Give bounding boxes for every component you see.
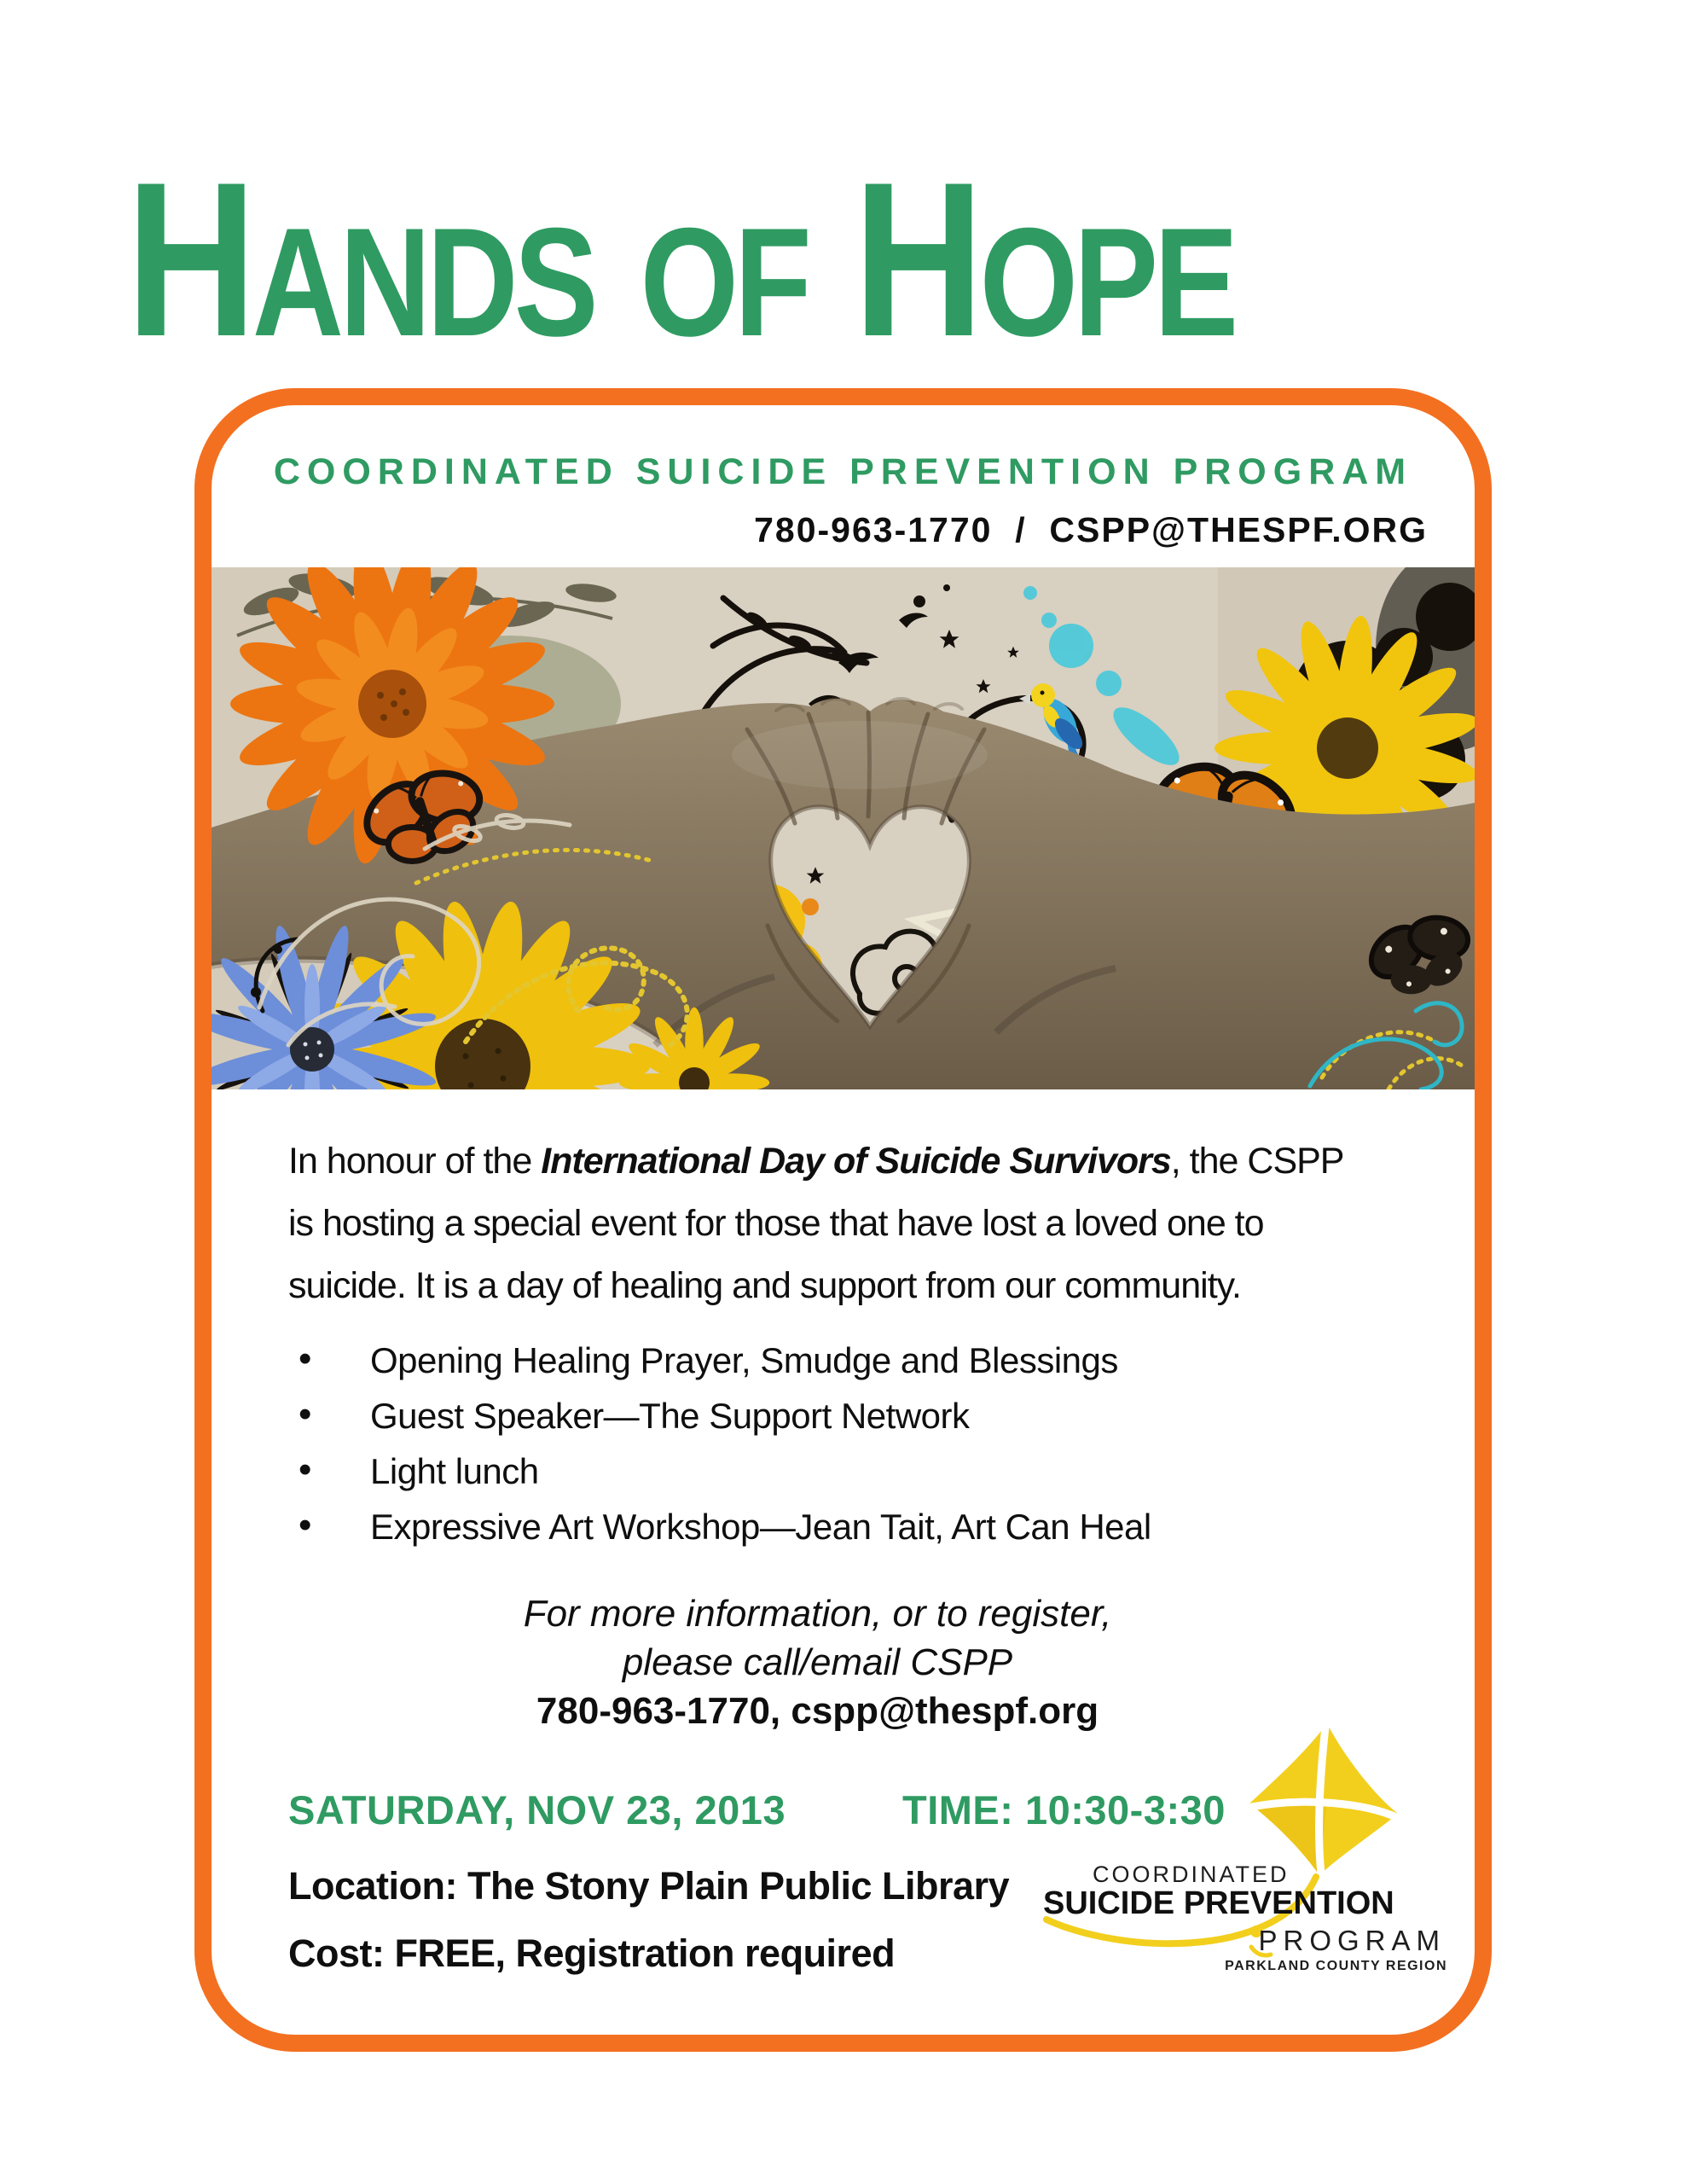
logo-program: PROGRAM [1258, 1925, 1446, 1956]
logo-suicide-prevention: SUICIDE PREVENTION [1043, 1885, 1394, 1921]
flyer-frame [194, 388, 1492, 2052]
page-title: Hands of Hope [126, 136, 1235, 382]
event-date: SATURDAY, NOV 23, 2013 [288, 1787, 786, 1833]
agenda-item: • Guest Speaker—The Support Network [288, 1397, 1347, 1436]
register-line2: please call/email CSPP [622, 1641, 1013, 1683]
program-heading: COORDINATED SUICIDE PREVENTION PROGRAM [273, 451, 1413, 492]
registration-block [288, 1589, 1347, 1735]
contact-line: 780-963-1770 / CSPP@THESPF.ORG [754, 510, 1428, 549]
logo-coordinated: COORDINATED [1093, 1862, 1290, 1887]
register-line1: For more information, or to register, [523, 1593, 1112, 1635]
cspp-logo [1033, 1718, 1451, 1978]
intro-lead: In honour of the [288, 1141, 532, 1182]
intro-rest: , the CSPP is hosting a special event for those that have lost a loved one to suicide. It is a day of healing and support from our community. [288, 1141, 1343, 1306]
event-time: TIME: 10:30-3:30 [902, 1787, 1226, 1833]
agenda-item: • Opening Healing Prayer, Smudge and Blessings [288, 1341, 1347, 1380]
cost-value: : FREE, Registration required [372, 1931, 896, 1975]
logo-region: PARKLAND COUNTY REGION [1225, 1959, 1447, 1973]
location-label: Location [288, 1864, 445, 1908]
register-contact: 780-963-1770, cspp@thespf.org [536, 1690, 1099, 1732]
cost-label: Cost [288, 1931, 372, 1975]
hands-heart-collage-image [212, 567, 1475, 1089]
intro-highlight: International Day of Suicide Survivors [541, 1141, 1171, 1182]
agenda-item: • Expressive Art Workshop—Jean Tait, Art Can Heal [288, 1507, 1347, 1547]
agenda-item: • Light lunch [288, 1452, 1347, 1491]
intro-paragraph [288, 1130, 1347, 1317]
location-value: : The Stony Plain Public Library [444, 1864, 1010, 1908]
agenda-list [288, 1341, 1347, 1547]
